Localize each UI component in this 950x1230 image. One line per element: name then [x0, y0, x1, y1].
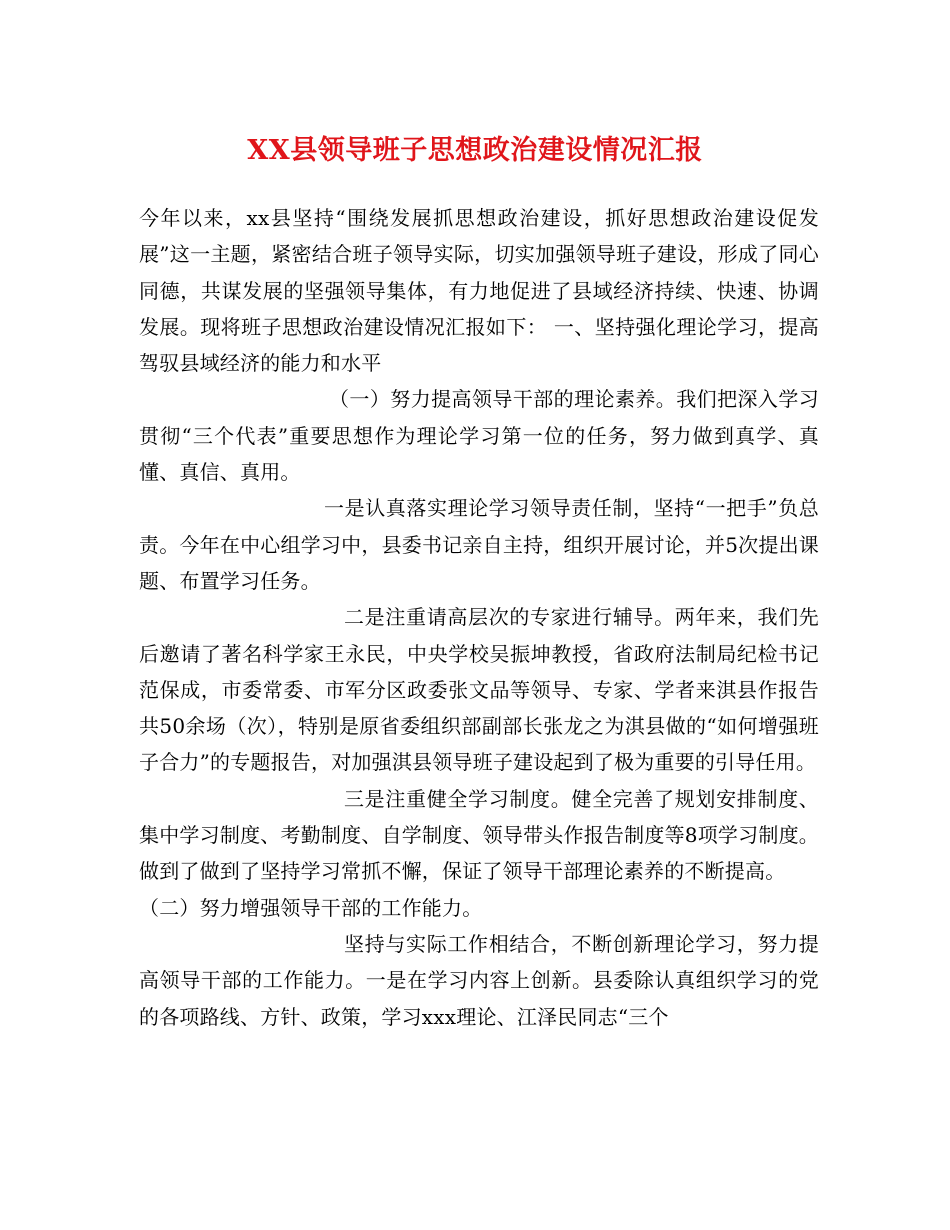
paragraph-section-1-1: （一）努力提高领导干部的理论素养。我们把深入学习贯彻“三个代表”重要思想作为理论学习第一位的任务，努力做到真学、真懂、真信、真用。: [139, 387, 819, 485]
paragraph-work-ability: 坚持与实际工作相结合，不断创新理论学习，努力提高领导干部的工作能力。一是在学习内容上创新。县委除认真组织学习的党的各项路线、方针、政策，学习xxx理论、江泽民同志“三个: [139, 931, 819, 1029]
paragraph-section-1-2: （二）努力增强领导干部的工作能力。: [139, 895, 483, 920]
document-title: XX县领导班子思想政治建设情况汇报: [247, 135, 703, 166]
paragraph-intro: 今年以来，xx县坚持“围绕发展抓思想政治建设，抓好思想政治建设促发展”这一主题，紧密结合班子领导实际，切实加强领导班子建设，形成了同心同德，共谋发展的坚强领导集体，有力地促进了县域经济持续、快速、协调发展。现将班子思想政治建设情况汇报如下： 一、坚持强化理论学习，提高驾驭县域经济的能力和水平: [139, 206, 819, 376]
paragraph-point-3: 三是注重健全学习制度。健全完善了规划安排制度、集中学习制度、考勤制度、自学制度、领导带头作报告制度等8项学习制度。做到了做到了坚持学习常抓不懈，保证了领导干部理论素养的不断提高。: [139, 786, 819, 884]
paragraph-point-1: 一是认真落实理论学习领导责任制，坚持“一把手”负总责。今年在中心组学习中，县委书记亲自主持，组织开展讨论，并5次提出课题、布置学习任务。: [139, 496, 819, 593]
paragraph-point-2: 二是注重请高层次的专家进行辅导。两年来，我们先后邀请了著名科学家王永民，中央学校吴振坤教授，省政府法制局纪检书记范保成，市委常委、市军分区政委张文品等领导、专家、学者来淇县作报告共50余场（次），特别是原省委组织部副部长张龙之为淇县做的“如何增强班子合力”的专题报告，对加强淇县领导班子建设起到了极为重要的引导任用。: [139, 605, 819, 775]
document-body: [139, 200, 819, 1035]
